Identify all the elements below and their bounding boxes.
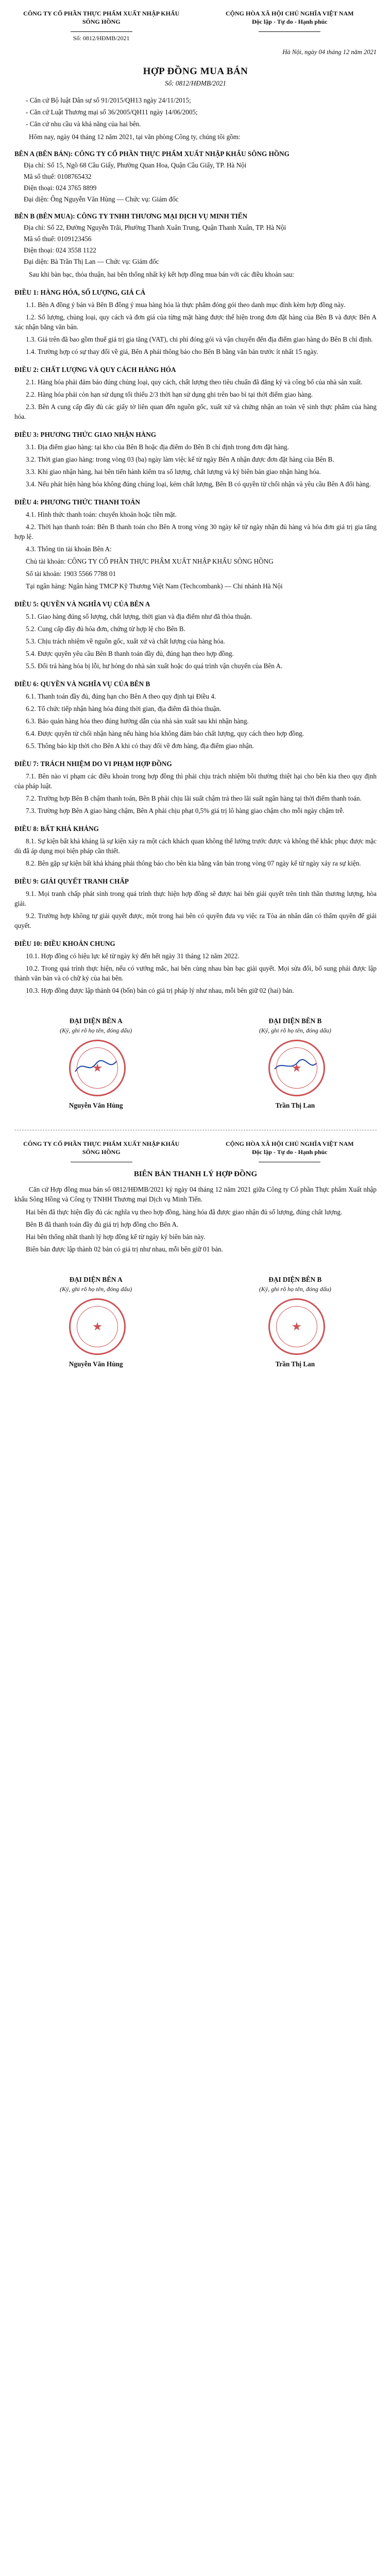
section-title: ĐIỀU 9: GIẢI QUYẾT TRANH CHẤP: [14, 877, 129, 885]
header-rule-right: [259, 31, 320, 32]
annex-sign-sub-b: (Ký, ghi rõ họ tên, đóng dấu): [259, 1285, 331, 1293]
company-name: CÔNG TY CỔ PHẦN THỰC PHẨM XUẤT NHẬP KHẨU: [23, 10, 180, 17]
party-a-row: Điện thoại: 024 3765 8899: [24, 184, 97, 192]
section-title: ĐIỀU 6: QUYỀN VÀ NGHĨA VỤ CỦA BÊN B: [14, 680, 150, 688]
stamp-star-icon: [292, 1322, 301, 1331]
party-a-row: Địa chỉ: Số 15, Ngõ 68 Cầu Giấy, Phường Quan Hoa, Quận Cầu Giấy, TP. Hà Nội: [24, 161, 247, 169]
section-paragraph: 9.1. Mọi tranh chấp phát sinh trong quá trình thực hiện hợp đồng sẽ được hai bên giải quyết trên tinh thần thương lượng, hòa giải.: [14, 890, 377, 907]
section-title: ĐIỀU 4: PHƯƠNG THỨC THANH TOÁN: [14, 498, 140, 506]
section-title: ĐIỀU 2: CHẤT LƯỢNG VÀ QUY CÁCH HÀNG HÓA: [14, 366, 176, 374]
annex-sign-sub-a: (Ký, ghi rõ họ tên, đóng dấu): [60, 1285, 132, 1293]
section-paragraph: 6.4. Được quyền từ chối nhận hàng nếu hàng hóa không đảm bảo chất lượng, quy cách theo hợp đồng.: [26, 730, 304, 737]
header-company: [14, 9, 188, 42]
sign-sub-a: (Ký, ghi rõ họ tên, đóng dấu): [60, 1027, 132, 1034]
nation-name: CỘNG HÒA XÃ HỘI CHỦ NGHĨA VIỆT NAM: [225, 10, 354, 17]
section-title: ĐIỀU 3: PHƯƠNG THỨC GIAO NHẬN HÀNG: [14, 431, 156, 438]
stamp-star-icon: [93, 1322, 102, 1331]
sign-sub-b: (Ký, ghi rõ họ tên, đóng dấu): [259, 1027, 331, 1034]
annex-header-nation: [203, 1140, 377, 1164]
section-title: ĐIỀU 1: HÀNG HÓA, SỐ LƯỢNG, GIÁ CẢ: [14, 289, 146, 296]
signature-party-a: [14, 1016, 177, 1110]
annex-title: BIÊN BẢN THANH LÝ HỢP ĐỒNG: [133, 1170, 258, 1178]
contract-section: [14, 287, 377, 357]
section-paragraph: 10.3. Hợp đồng được lập thành 04 (bốn) bản có giá trị pháp lý như nhau, mỗi bên giữ 02 (hai) bản.: [26, 987, 294, 994]
contract-document: [14, 9, 377, 1369]
section-paragraph: 3.2. Thời gian giao hàng: trong vòng 03 (ba) ngày làm việc kể từ ngày Bên A nhận được đơn đặt hàng của Bên B.: [26, 455, 334, 463]
party-b-row: Mã số thuế: 0109123456: [24, 235, 92, 243]
signature-icon: [73, 1056, 119, 1077]
section-paragraph: 5.2. Cung cấp đầy đủ hóa đơn, chứng từ hợp lệ cho Bên B.: [26, 625, 185, 633]
section-title: ĐIỀU 5: QUYỀN VÀ NGHĨA VỤ CỦA BÊN A: [14, 600, 150, 608]
company-name-2: SÔNG HỒNG: [82, 18, 121, 25]
section-paragraph: Tại ngân hàng: Ngân hàng TMCP Kỹ Thương Việt Nam (Techcombank) — Chi nhánh Hà Nội: [26, 582, 283, 590]
party-a-row: Đại diện: Ông Nguyễn Văn Hùng — Chức vụ: Giám đốc: [24, 195, 179, 203]
contract-sections: [14, 287, 377, 995]
section-paragraph: 7.1. Bên nào vi phạm các điều khoản trong hợp đồng thì phải chịu trách nhiệm bồi thường thiệt hại cho bên kia theo quy định của pháp luật.: [14, 772, 377, 790]
intro-text: Hôm nay, ngày 04 tháng 12 năm 2021, tại văn phòng Công ty, chúng tôi gồm:: [29, 133, 241, 141]
section-title: ĐIỀU 7: TRÁCH NHIỆM DO VI PHẠM HỢP ĐỒNG: [14, 760, 172, 768]
header-rule-left: [71, 31, 132, 32]
section-paragraph: 8.1. Sự kiện bất khả kháng là sự kiện xảy ra một cách khách quan không thể lường trước được và không thể khắc phục được mặc dù đã áp dụng mọi biện pháp cần thiết.: [14, 837, 377, 855]
document-title: HỢP ĐỒNG MUA BÁN: [143, 66, 248, 77]
signature-party-b: [214, 1016, 377, 1110]
section-paragraph: 10.2. Trong quá trình thực hiện, nếu có vướng mắc, hai bên cùng nhau bàn bạc giải quyết. Mọi sửa đổi, bổ sung phải được lập thành văn bản và có chữ ký của hai bên.: [14, 964, 377, 982]
party-b-row: Điện thoại: 024 3558 1122: [24, 246, 96, 254]
section-paragraph: 7.3. Trường hợp Bên A giao hàng chậm, Bên A phải chịu phạt 0,5% giá trị lô hàng giao chậm cho mỗi ngày chậm trễ.: [26, 807, 345, 815]
stamp-area-b: [214, 1036, 377, 1097]
annex-signature-b: [214, 1275, 377, 1369]
party-b-row: Đại diện: Bà Trần Thị Lan — Chức vụ: Giám đốc: [24, 258, 159, 265]
annex-sign-label-b: ĐẠI DIỆN BÊN B: [268, 1276, 322, 1283]
annex-header-company: [14, 1140, 188, 1164]
sign-label-b: ĐẠI DIỆN BÊN B: [268, 1017, 322, 1025]
party-b-title: BÊN B (BÊN MUA): CÔNG TY TNHH THƯƠNG MẠI DỊCH VỤ MINH TIẾN: [14, 212, 248, 220]
stamp-area-a: [14, 1036, 177, 1097]
annex-para: Hai bên đã thực hiện đầy đủ các nghĩa vụ theo hợp đồng, hàng hóa đã được giao nhận đủ số lượng, đúng chất lượng.: [26, 1208, 343, 1216]
company-stamp-icon: [268, 1298, 325, 1355]
annex-signature-block: [14, 1275, 377, 1369]
section-paragraph: 1.3. Giá trên đã bao gồm thuế giá trị gia tăng (VAT), chi phí đóng gói và vận chuyển đến địa điểm giao hàng do Bên B chỉ định.: [26, 335, 373, 343]
document-subtitle: Số: 0812/HĐMB/2021: [164, 79, 227, 87]
section-paragraph: Số tài khoản: 1903 5566 7788 01: [26, 570, 116, 578]
contract-section: [14, 679, 377, 751]
contract-section: [14, 365, 377, 421]
signer-name-b: Trần Thị Lan: [275, 1101, 315, 1109]
section-paragraph: 6.1. Thanh toán đầy đủ, đúng hạn cho Bên A theo quy định tại Điều 4.: [26, 692, 216, 700]
header-nation: [203, 9, 377, 34]
section-paragraph: 5.5. Đổi trả hàng hóa bị lỗi, hư hỏng do nhà sản xuất hoặc do quá trình vận chuyển của Bên A.: [26, 662, 283, 670]
section-paragraph: 4.2. Thời hạn thanh toán: Bên B thanh toán cho Bên A trong vòng 30 ngày kể từ ngày nhận đủ hàng và hóa đơn giá trị gia tăng hợp lệ.: [14, 523, 377, 540]
annex-para: Biên bản được lập thành 02 bản có giá trị như nhau, mỗi bên giữ 01 bản.: [26, 1245, 223, 1253]
agreement-text: Sau khi bàn bạc, thỏa thuận, hai bên thống nhất ký kết hợp đồng mua bán với các điều khoản sau:: [29, 270, 294, 278]
section-paragraph: 6.2. Tổ chức tiếp nhận hàng hóa đúng thời gian, địa điểm đã thỏa thuận.: [26, 705, 222, 713]
section-paragraph: 2.1. Hàng hóa phải đảm bảo đúng chủng loại, quy cách, chất lượng theo tiêu chuẩn đã đăng ký và công bố của nhà sản xuất.: [26, 378, 363, 386]
section-paragraph: 3.4. Nếu phát hiện hàng hóa không đúng chủng loại, kém chất lượng, Bên B có quyền từ chối nhận và yêu cầu Bên A đổi hàng.: [26, 480, 371, 488]
contract-section: [14, 876, 377, 930]
section-paragraph: 7.2. Trường hợp Bên B chậm thanh toán, Bên B phải chịu lãi suất chậm trả theo lãi suất ngân hàng tại thời điểm thanh toán.: [26, 794, 362, 802]
party-a-title: BÊN A (BÊN BÁN): CÔNG TY CỔ PHẦN THỰC PHẨM XUẤT NHẬP KHẨU SÔNG HỒNG: [14, 150, 290, 158]
section-paragraph: 9.2. Trường hợp không tự giải quyết được, một trong hai bên có quyền đưa vụ việc ra Tòa án nhân dân có thẩm quyền để giải quyết.: [14, 912, 377, 929]
section-paragraph: 6.5. Thông báo kịp thời cho Bên A khi có thay đổi về đơn hàng, địa điểm giao nhận.: [26, 742, 254, 750]
annex-sign-label-a: ĐẠI DIỆN BÊN A: [69, 1276, 123, 1283]
section-title: ĐIỀU 10: ĐIỀU KHOẢN CHUNG: [14, 940, 115, 947]
section-paragraph: 6.3. Bảo quản hàng hóa theo đúng hướng dẫn của nhà sản xuất sau khi nhận hàng.: [26, 717, 249, 725]
section-paragraph: 4.1. Hình thức thanh toán: chuyển khoản hoặc tiền mặt.: [26, 511, 177, 518]
annex-para: Hai bên thống nhất thanh lý hợp đồng kể từ ngày ký biên bản này.: [26, 1233, 206, 1241]
contract-section: [14, 430, 377, 489]
annex-para: Bên B đã thanh toán đầy đủ giá trị hợp đồng cho Bên A.: [26, 1221, 179, 1228]
party-a: [14, 149, 377, 204]
section-paragraph: 3.3. Khi giao nhận hàng, hai bên tiến hành kiểm tra số lượng, chất lượng và ký biên bản giao nhận hàng hóa.: [26, 468, 321, 476]
annex-nation-motto: Độc lập - Tự do - Hạnh phúc: [251, 1148, 328, 1156]
annex-company-name-2: SÔNG HỒNG: [82, 1148, 121, 1156]
contract-section: [14, 939, 377, 995]
section-paragraph: 2.3. Bên A cung cấp đầy đủ các giấy tờ liên quan đến nguồn gốc, xuất xứ và chứng nhận an toàn vệ sinh thực phẩm của hàng hóa.: [14, 403, 377, 420]
contract-number: Số: 0812/HĐMB/2021: [73, 35, 130, 42]
date-line: Hà Nội, ngày 04 tháng 12 năm 2021: [282, 48, 377, 56]
section-paragraph: 3.1. Địa điểm giao hàng: tại kho của Bên B hoặc địa điểm do Bên B chỉ định trong đơn đặt hàng.: [26, 443, 289, 451]
party-b-row: Địa chỉ: Số 22, Đường Nguyễn Trãi, Phường Thanh Xuân Trung, Quận Thanh Xuân, TP. Hà Nội: [24, 224, 286, 231]
contract-section: [14, 824, 377, 868]
section-paragraph: 8.2. Bên gặp sự kiện bất khả kháng phải thông báo cho bên kia bằng văn bản trong vòng 07 ngày kể từ ngày xảy ra sự kiện.: [26, 859, 361, 867]
section-paragraph: 5.1. Giao hàng đúng số lượng, chất lượng, thời gian và địa điểm như đã thỏa thuận.: [26, 613, 252, 620]
contract-section: [14, 599, 377, 671]
section-paragraph: 1.4. Trường hợp có sự thay đổi về giá, Bên A phải thông báo cho Bên B bằng văn bản trước ít nhất 15 ngày.: [26, 348, 318, 355]
contract-section: [14, 759, 377, 816]
section-paragraph: 2.2. Hàng hóa phải còn hạn sử dụng tối thiểu 2/3 thời hạn sử dụng ghi trên bao bì tại thời điểm giao hàng.: [26, 391, 313, 398]
signature-block: [14, 1016, 377, 1110]
sign-label-a: ĐẠI DIỆN BÊN A: [69, 1017, 123, 1025]
section-paragraph: Chủ tài khoản: CÔNG TY CỔ PHẦN THỰC PHẨM XUẤT NHẬP KHẨU SÔNG HỒNG: [26, 557, 274, 565]
section-paragraph: 1.1. Bên A đồng ý bán và Bên B đồng ý mua hàng hóa là thực phẩm đóng gói theo danh mục đính kèm hợp đồng này.: [26, 301, 346, 309]
section-paragraph: 5.4. Được quyền yêu cầu Bên B thanh toán đầy đủ, đúng hạn theo hợp đồng.: [26, 650, 234, 657]
section-paragraph: 1.2. Số lượng, chủng loại, quy cách và đơn giá của từng mặt hàng được thể hiện trong đơn đặt hàng của Bên B và được Bên A xác nhận bằng văn bản.: [14, 313, 377, 331]
document-header: [14, 9, 377, 42]
section-title: ĐIỀU 8: BẤT KHẢ KHÁNG: [14, 825, 99, 833]
preamble-item: - Căn cứ Bộ luật Dân sự số 91/2015/QH13 ngày 24/11/2015;: [26, 96, 191, 104]
section-paragraph: 5.3. Chịu trách nhiệm về nguồn gốc, xuất xứ và chất lượng của hàng hóa.: [26, 637, 225, 645]
party-b: [14, 211, 377, 266]
section-paragraph: 10.1. Hợp đồng có hiệu lực kể từ ngày ký đến hết ngày 31 tháng 12 năm 2022.: [26, 952, 240, 960]
signer-name-a: Nguyễn Văn Hùng: [69, 1101, 123, 1109]
annex-signer-name-b: Trần Thị Lan: [275, 1360, 315, 1368]
annex-company-name: CÔNG TY CỔ PHẦN THỰC PHẨM XUẤT NHẬP KHẨU: [23, 1140, 180, 1147]
annex-signer-name-a: Nguyễn Văn Hùng: [69, 1360, 123, 1368]
section-paragraph: 4.3. Thông tin tài khoản Bên A:: [26, 545, 112, 553]
preamble-item: - Căn cứ nhu cầu và khả năng của hai bên.: [26, 120, 141, 128]
company-stamp-icon: [69, 1298, 126, 1355]
contract-section: [14, 497, 377, 591]
nation-motto: Độc lập - Tự do - Hạnh phúc: [251, 18, 328, 25]
annex-stamp-area-b: [214, 1294, 377, 1356]
preamble-item: - Căn cứ Luật Thương mại số 36/2005/QH11 ngày 14/06/2005;: [26, 108, 198, 116]
annex-header: [14, 1140, 377, 1164]
annex-intro: Căn cứ Hợp đồng mua bán số 0812/HĐMB/2021 ký ngày 04 tháng 12 năm 2021 giữa Công ty Cổ phần Thực phẩm Xuất nhập khẩu Sông Hồng và Công ty TNHH Thương mại Dịch vụ Minh Tiến.: [14, 1185, 377, 1203]
annex-nation-name: CỘNG HÒA XÃ HỘI CHỦ NGHĨA VIỆT NAM: [225, 1140, 354, 1147]
annex-signature-a: [14, 1275, 177, 1369]
signature-icon: [272, 1056, 318, 1077]
annex: [14, 1140, 377, 1369]
annex-stamp-area-a: [14, 1294, 177, 1356]
preamble: [14, 95, 377, 129]
party-a-row: Mã số thuế: 0108765432: [24, 173, 92, 180]
